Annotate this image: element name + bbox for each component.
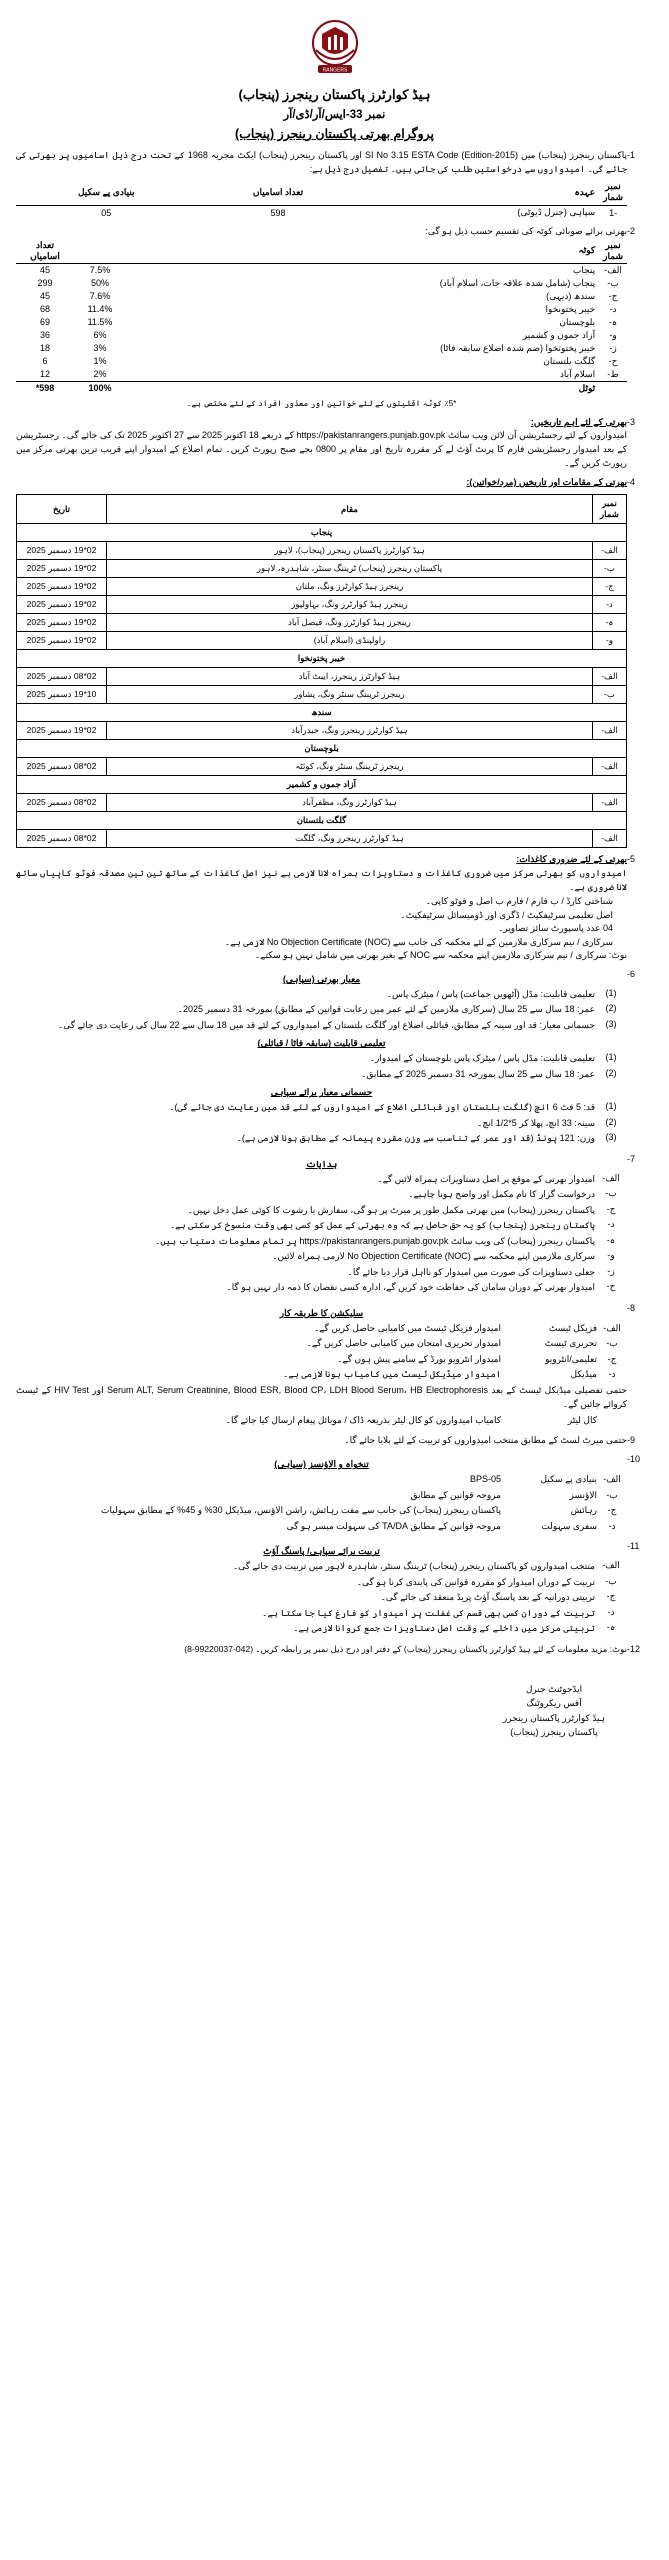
criteria-item (16, 1101, 627, 1115)
center-place: رینجرز ہیڈ کوارٹرز ونگ، فیصل آباد (107, 614, 593, 632)
criteria-text: قد: 5 فٹ 6 انچ (گلگت بلتستان اور قبائلی اضلاع کے امیدواروں کے لئے قد میں رعایت دی جائے گی)۔ (169, 1102, 595, 1113)
selection-value: امیدوار فزیکل ٹیسٹ میں کامیابی حاصل کریں گے۔ (313, 1322, 501, 1333)
center-sr: الف- (593, 830, 627, 848)
instruction-item (16, 1266, 627, 1280)
quota-name: سندھ (دیہی) (546, 290, 596, 301)
training-text: تربیتی دورانیہ کے بعد پاسنگ آؤٹ پریڈ منعقد کی جائے گی۔ (380, 1592, 595, 1603)
clause-10 (16, 1453, 653, 1535)
quota-pct: 11.4% (87, 304, 113, 315)
instruction-text: درخواست گزار کا نام مکمل اور واضح ہونا چاہیے۔ (408, 1189, 595, 1200)
table-row (16, 263, 627, 277)
criteria-text: عمر: 18 سال سے 25 سال بمورخہ 31 دسمبر 2025 کے مطابق۔ (361, 1068, 595, 1079)
instruction-text: پاکستان رینجرز (پنجاب) میں بھرتی مکمل طور پر میرٹ پر ہو گی، سفارش یا رشوت کا کوئی عمل دخل نہیں۔ (187, 1204, 595, 1215)
training-text: تربیت کے دوران کسی بھی قسم کی غفلت پر امیدوار کو فارغ کیا جا سکتا ہے۔ (262, 1607, 595, 1618)
instruction-item (16, 1235, 627, 1249)
quota-pct: 3% (93, 343, 107, 354)
instruction-item (16, 1188, 627, 1202)
center-date: 02*08 دسمبر 2025 (17, 830, 107, 848)
quota-sr: و- (609, 329, 617, 340)
instruction-key: ح- (606, 1281, 616, 1292)
quota-pct: 2% (93, 369, 107, 380)
quota-sr: ط- (607, 368, 619, 379)
table-row (17, 830, 627, 848)
table-row (16, 205, 627, 220)
center-sr: ب- (593, 686, 627, 704)
table-row (17, 578, 627, 596)
call-letter-label: کال لیٹر (567, 1414, 597, 1425)
clause-5-number: 5- (627, 854, 636, 865)
selection-value: امیدوار میڈیکل ٹیسٹ میں کامیاب ہونا لازمی ہے۔ (283, 1369, 501, 1380)
clause-10-number: 10- (627, 1454, 641, 1465)
table-row (17, 596, 627, 614)
table-row (16, 342, 627, 355)
call-letter-row (16, 1414, 627, 1428)
program-title: پروگرام بھرتی پاکستان رینجرز (پنجاب) (234, 127, 435, 141)
centers-header-row (17, 495, 627, 524)
table-row (17, 794, 627, 812)
center-date: 02*08 دسمبر 2025 (17, 758, 107, 776)
quota-total-count: 598* (16, 381, 74, 395)
call-letter-value: کامیاب امیدواروں کو کال لیٹر بذریعہ ڈاک / موبائل پیغام ارسال کیا جائے گا۔ (225, 1414, 501, 1425)
clause-5-title: بھرتی کے لئے ضروری کاغذات: (516, 854, 627, 865)
pay-label: الاؤنسز (569, 1489, 597, 1500)
clause-2-number: 2- (627, 225, 636, 236)
pay-value: BPS-05 (469, 1474, 501, 1485)
quota-sr: الف- (604, 264, 622, 275)
clause-11-title: تربیت برائے سپاہی/ پاسنگ آؤٹ (263, 1546, 380, 1557)
center-place: رینجرز ہیڈ کوارٹرز ونگ، بہاولپور (107, 596, 593, 614)
quota-sr: ح- (608, 355, 618, 366)
center-date: 02*19 دسمبر 2025 (17, 632, 107, 650)
signature-line-1: ایڈجوٹنٹ جنرل (525, 1684, 583, 1695)
table-row (17, 686, 627, 704)
logo-container (16, 18, 653, 81)
clause-6-title: معیار بھرتی (سپاہی) (282, 973, 361, 984)
clause-4-number: 4- (627, 477, 636, 488)
pay-key: ب- (606, 1489, 618, 1500)
center-place: راولپنڈی (اسلام آباد) (107, 632, 593, 650)
clause-3-number: 3- (627, 416, 636, 427)
centers-header-date: تاریخ (17, 495, 107, 524)
pay-item (16, 1504, 627, 1518)
training-key: د- (607, 1606, 615, 1617)
criteria-item (16, 1052, 627, 1066)
quota-name: آزاد جموں و کشمیر (522, 329, 596, 340)
center-place: ہیڈ کوارٹرز رینجرز ونگ، حیدرآباد (107, 722, 593, 740)
clause-7-number: 7- (627, 1153, 636, 1164)
center-date: 10*19 دسمبر 2025 (17, 686, 107, 704)
clause-9-number: 9- (627, 1435, 636, 1446)
clause-7 (16, 1153, 653, 1297)
vacancy-header-bps: بنیادی پے سکیل (16, 180, 197, 206)
center-place: رینجرز ٹریننگ سنٹر ونگ، کوئٹہ (107, 758, 593, 776)
clause-1-number: 1- (627, 150, 636, 160)
quota-pct: 1% (93, 356, 107, 367)
instruction-key: ہ- (606, 1234, 616, 1245)
quota-count: 299 (37, 278, 53, 289)
quota-total-label: ٹوٹل (126, 381, 599, 395)
instruction-text: سرکاری ملازمین اپنے محکمہ سے No Objection Certificate (NOC) لازمی ہمراہ لائیں۔ (272, 1251, 595, 1262)
center-date: 02*19 دسمبر 2025 (17, 722, 107, 740)
clause-12-number: 12- (627, 1643, 641, 1654)
selection-label: میڈیکل (570, 1369, 597, 1380)
selection-label: تحریری ٹیسٹ (544, 1338, 597, 1349)
quota-name: اسلام آباد (559, 368, 596, 379)
clause-8-title: سلیکشن کا طریقہ کار (279, 1307, 364, 1318)
selection-label: فزیکل ٹیسٹ (548, 1322, 597, 1333)
page-title: ہیڈ کوارٹرز پاکستان رینجرز (پنجاب) (238, 87, 431, 102)
instruction-key: د- (607, 1219, 615, 1230)
pay-key: ج- (607, 1505, 617, 1516)
selection-value: امیدوار تحریری امتحان میں کامیابی حاصل کریں گے۔ (306, 1338, 501, 1349)
table-row (16, 303, 627, 316)
province-balochistan: بلوچستان (17, 740, 627, 758)
pay-item (16, 1489, 627, 1503)
training-key: ہ- (606, 1622, 616, 1633)
quota-name: بلوچستان (559, 316, 596, 327)
clause-11 (16, 1540, 653, 1638)
table-row (17, 614, 627, 632)
quota-footnote: *٪5 کوٹہ اقلیتوں کے لئے خواتین اور معذور افراد کے لئے مختص ہے۔ (186, 398, 457, 408)
province-punjab: پنجاب (17, 524, 627, 542)
clause-11-number: 11- (627, 1541, 640, 1552)
criteria-text: تعلیمی قابلیت: مڈل (آٹھویں جماعت) پاس / میٹرک پاس۔ (386, 988, 595, 999)
documents-item: 04 عدد پاسپورٹ سائز تصاویر۔ (498, 923, 613, 934)
clause-4 (16, 476, 653, 848)
clause-7-title: ہدایات (305, 1158, 338, 1169)
center-place: ہیڈ کوارٹرز رینجرز، ایبٹ آباد (107, 668, 593, 686)
instruction-item (16, 1219, 627, 1233)
criteria-key: (3) (605, 1018, 617, 1029)
table-row (17, 668, 627, 686)
instruction-item (16, 1281, 627, 1295)
vacancy-row-bps: 05 (101, 207, 112, 218)
centers-province-row (17, 812, 627, 830)
quota-count: 68 (39, 304, 50, 315)
quota-name: پنجاب (572, 264, 596, 275)
clause-12 (16, 1643, 653, 1656)
center-date: 02*08 دسمبر 2025 (17, 794, 107, 812)
instruction-text: جعلی دستاویزات کی صورت میں امیدوار کو نااہل قرار دیا جائے گا۔ (347, 1266, 595, 1277)
quota-sr: ہ- (608, 316, 618, 327)
province-kpk: خیبر پختونخوا (17, 650, 627, 668)
quota-name: خیبر پختونخوا (ضم شدہ اضلاع سابقہ فاٹا) (440, 342, 596, 353)
criteria-key: (2) (605, 1116, 617, 1127)
training-text: تربیت کے دوران امیدوار کو مقررہ قوانین کی پابندی کرنا ہو گی۔ (356, 1576, 595, 1587)
center-sr: ب- (593, 560, 627, 578)
pay-value: مروجہ قوانین کے مطابق (410, 1489, 501, 1500)
signature-line-2: آفس ریکروٹنگ (526, 1698, 582, 1709)
criteria-key: (2) (605, 1003, 617, 1014)
table-row (16, 355, 627, 368)
instruction-key: و- (607, 1250, 615, 1261)
instruction-item (16, 1250, 627, 1264)
selection-value: امیدوار انٹرویو بورڈ کے سامنے پیش ہوں گے۔ (337, 1353, 501, 1364)
center-sr: الف- (593, 722, 627, 740)
center-place: ہیڈ کوارٹرز رینجرز ونگ، گلگت (107, 830, 593, 848)
criteria-item (16, 1117, 627, 1131)
center-date: 02*19 دسمبر 2025 (17, 578, 107, 596)
quota-count: 45 (39, 291, 50, 302)
criteria-item (16, 1019, 627, 1033)
documents-note: نوٹ: سرکاری / نیم سرکاری ملازمین اپنے محکمہ سے NOC کے بغیر بھرتی میں شامل نہیں ہو سکتے۔ (254, 950, 627, 961)
instruction-key: ز- (607, 1265, 615, 1276)
clause-10-title: تنخواہ و الاؤنسز (سپاہی) (274, 1459, 369, 1470)
svg-text:RANGERS: RANGERS (322, 67, 347, 74)
quota-header-count: تعداد اسامیاں (16, 239, 74, 264)
center-date: 02*08 دسمبر 2025 (17, 668, 107, 686)
criteria-item (16, 988, 627, 1002)
clause-8 (16, 1302, 653, 1429)
quota-total-pct: 100% (74, 381, 126, 395)
clause-12-text: نوٹ: مزید معلومات کے لئے ہیڈ کوارٹرز پاکستان رینجرز (پنجاب) کے دفتر اور درج ذیل نمبر پر رابطہ کریں۔ (042-99220037-8) (184, 1643, 627, 1654)
signature-line-3: ہیڈ کوارٹرز پاکستان رینجرز (502, 1712, 606, 1723)
criteria-item (16, 1003, 627, 1017)
clause-5-text: امیدواروں کو بھرتی مرکز میں ضروری کاغذات و دستاویزات ہمراہ لانا لازمی ہے نیز اصل کاغذات کے ساتھ تین تین مصدقہ فوٹو کاپیاں ساتھ لانا ضروری ہے۔ (16, 868, 627, 893)
training-key: ج- (606, 1591, 616, 1602)
training-text: منتخب امیدواروں کو پاکستان رینجرز (پنجاب) ٹریننگ سنٹر، شاہدرہ لاہور میں تربیت دی جائے گی۔ (232, 1561, 595, 1572)
training-key: ب- (605, 1575, 617, 1586)
clause-8-number: 8- (627, 1302, 636, 1313)
quota-pct: 50% (90, 278, 109, 289)
clause-5 (16, 853, 653, 963)
quota-pct: 6% (93, 330, 107, 341)
signature-block (479, 1682, 629, 1740)
province-sindh: سندھ (17, 704, 627, 722)
quota-sr: ب- (607, 277, 619, 288)
selection-step (16, 1337, 627, 1351)
criteria-key: (3) (605, 1132, 617, 1143)
pay-label: بنیادی پے سکیل (540, 1474, 597, 1485)
quota-table (16, 239, 627, 395)
selection-step (16, 1353, 627, 1367)
centers-province-row (17, 704, 627, 722)
quota-pct: 7.5% (89, 265, 111, 276)
signature-line-4: پاکستان رینجرز (پنجاب) (510, 1727, 598, 1738)
center-date: 02*19 دسمبر 2025 (17, 614, 107, 632)
clause-3 (16, 416, 653, 472)
center-sr: الف- (593, 794, 627, 812)
selection-label: تعلیمی/انٹرویو (545, 1353, 597, 1364)
quota-name: گلگت بلتستان (543, 355, 596, 366)
clause-3-text: امیدواروں کے لئے رجسٹریشن آن لائن ویب سائٹ https://pakistanrangers.punjab.gov.pk کے ذریعے 18 اکتوبر 2025 سے 27 اکتوبر 2025 تک کی جائے گی۔ رجسٹریشن کے بعد امیدوار رجسٹریشن فارم کا پرنٹ آؤٹ لے کر مقررہ تاریخ اور مقام پر 0800 بجے صبح رپورٹ کریں۔ تمام اضلاع کے امیدوار اپنے قریب ترین بھرتی مرکز میں رپورٹ کریں گے۔ (16, 430, 627, 469)
center-sr: ج- (593, 578, 627, 596)
selection-step (16, 1322, 627, 1336)
criteria-text: سینہ: 33 انچ، پھلا کر 5*1/2 انچ۔ (477, 1117, 595, 1128)
selection-step (16, 1368, 627, 1382)
table-row (16, 316, 627, 329)
training-item (16, 1607, 627, 1621)
training-item (16, 1560, 627, 1574)
quota-count: 45 (39, 265, 50, 276)
clause-9 (16, 1434, 653, 1448)
clause-3-title: بھرتی کے لئے اہم تاریخیں: (530, 416, 627, 427)
table-row (17, 542, 627, 560)
vacancy-table (16, 180, 627, 220)
quota-name: پنجاب (شامل شدہ علاقہ جات، اسلام آباد) (439, 277, 596, 288)
vacancy-row-count: 598 (270, 207, 286, 218)
quota-count: 36 (39, 330, 50, 341)
instruction-text: پاکستان رینجرز (پنجاب) کو یہ حق حاصل ہے کہ وہ بھرتی کے عمل کو کسی بھی وقت منسوخ کر سکتی ہے۔ (169, 1220, 595, 1231)
selection-key: د- (608, 1369, 616, 1380)
instruction-key: ج- (606, 1203, 616, 1214)
table-row (16, 329, 627, 342)
clause-2 (16, 225, 653, 411)
centers-table (16, 494, 627, 848)
quota-total-row (16, 381, 627, 395)
clause-1-text: پاکستان رینجرز (پنجاب) میں SI No 3.15 ESTA Code (Edition-2015) اور پاکستان رینجرز (پنجاب) ایکٹ مجریہ 1968 کے تحت درج ذیل اسامیوں پر بھرتی کی جائے گی۔ امیدواروں سے درخواستیں طلب کی جاتی ہیں۔ تفصیل درج ذیل ہے: (16, 150, 627, 174)
quota-count: 12 (39, 369, 50, 380)
clause-2-text: بھرتی برائے صوبائی کوٹہ کی تقسیم حسب ذیل ہو گی: (425, 225, 627, 236)
criteria-text: تعلیمی قابلیت: مڈل پاس / میٹرک پاس بلوچستان کے امیدوار۔ (369, 1053, 595, 1064)
criteria-key: (1) (605, 1052, 617, 1063)
table-row (16, 290, 627, 303)
table-row (17, 758, 627, 776)
clause-6 (16, 968, 653, 1148)
training-key: الف- (602, 1560, 620, 1571)
quota-count: 69 (39, 317, 50, 328)
quota-sr: ج- (608, 290, 618, 301)
quota-header-row (16, 239, 627, 264)
centers-province-row (17, 776, 627, 794)
table-row (17, 722, 627, 740)
criteria-group-2-title: تعلیمی قابلیت (سابقہ فاٹا / قبائلی) (257, 1038, 386, 1049)
center-date: 02*19 دسمبر 2025 (17, 560, 107, 578)
criteria-item (16, 1132, 627, 1146)
center-place: رینجرز ہیڈ کوارٹرز ونگ، ملتان (107, 578, 593, 596)
center-date: 02*19 دسمبر 2025 (17, 596, 107, 614)
instruction-key: ب- (605, 1188, 617, 1199)
center-date: 02*19 دسمبر 2025 (17, 542, 107, 560)
pay-label: سفری سہولت (541, 1520, 597, 1531)
documents-item: اصل تعلیمی سرٹیفکیٹ / ڈگری اور ڈومیسائل سرٹیفکیٹ۔ (400, 909, 613, 920)
table-row (16, 368, 627, 382)
centers-header-sr: نمبر شمار (593, 495, 627, 524)
quota-sr: ز- (609, 342, 617, 353)
province-ajk: آزاد جموں و کشمیر (17, 776, 627, 794)
center-sr: الف- (593, 542, 627, 560)
documents-item: سرکاری / نیم سرکاری ملازمین کے لئے محکمہ کی جانب سے No Objection Certificate (NOC) لازمی ہے۔ (224, 936, 613, 947)
instruction-item (16, 1173, 627, 1187)
documents-item: شناختی کارڈ / ب فارم / فارم ب اصل و فوٹو کاپی۔ (425, 896, 613, 907)
quota-sr: د- (609, 303, 617, 314)
criteria-text: وزن: 121 پونڈ (قد اور عمر کے تناسب سے وزن مقررہ پیمانہ کے مطابق ہونا لازمی ہے)۔ (236, 1133, 595, 1144)
clause-4-title: بھرتی کے مقامات اور تاریخیں (مرد/خواتین): (466, 477, 627, 488)
centers-header-place: مقام (107, 495, 593, 524)
table-row (17, 560, 627, 578)
criteria-text: جسمانی معیار: قد اور سینہ کے مطابق، قبائلی اضلاع اور گلگت بلتستان کے امیدواروں کے لئے قد میں 18 سال سے 22 سال کی رعایت دی جائے گی۔ (57, 1019, 595, 1030)
quota-header-sr: نمبر شمار (599, 239, 627, 264)
reference-number: نمبر 33-ایس/آر/ڈی/آر (283, 109, 386, 121)
pay-key: د- (608, 1520, 616, 1531)
selection-key: الف- (603, 1322, 621, 1333)
province-gb: گلگت بلتستان (17, 812, 627, 830)
center-sr: و- (593, 632, 627, 650)
clause-9-text: حتمی میرٹ لسٹ کے مطابق منتخب امیدواروں کو تربیت کے لئے بلایا جائے گا۔ (344, 1435, 627, 1446)
criteria-item (16, 1068, 627, 1082)
center-sr: الف- (593, 758, 627, 776)
quota-pct: 7.6% (89, 291, 111, 302)
vacancy-header-sr: نمبر شمار (599, 180, 627, 206)
center-sr: د- (593, 596, 627, 614)
training-text: تربیتی مرکز میں داخلے کے وقت اصل دستاویزات جمع کروانا لازمی ہے۔ (293, 1623, 595, 1634)
instruction-text: پاکستان رینجرز (پنجاب) کی ویب سائٹ https://pakistanrangers.punjab.gov.pk پر تمام معلومات دستیاب ہیں۔ (155, 1235, 595, 1246)
pay-value: مروجہ قوانین کے مطابق TA/DA کی سہولت میسر ہو گی (286, 1520, 501, 1531)
center-place: ہیڈ کوارٹرز پاکستان رینجرز (پنجاب)، لاہور (107, 542, 593, 560)
pay-value: پاکستان رینجرز (پنجاب) کی جانب سے مفت رہائش، راشن الاؤنس، میڈیکل 30% و 45% کے مطابق سہولیات (101, 1505, 501, 1516)
centers-province-row (17, 650, 627, 668)
criteria-key: (1) (605, 987, 617, 998)
center-place: پاکستان رینجرز (پنجاب) ٹریننگ سنٹر، شاہدرہ، لاہور (107, 560, 593, 578)
vacancy-header-count: تعداد اسامیاں (197, 180, 360, 206)
pay-key: الف- (603, 1474, 621, 1485)
table-row (17, 632, 627, 650)
criteria-key: (2) (605, 1067, 617, 1078)
vacancy-row-post: سپاہی (جنرل ڈیوٹی) (517, 207, 596, 218)
table-row (16, 277, 627, 290)
rangers-crest-icon (308, 18, 362, 76)
training-item (16, 1591, 627, 1605)
vacancy-header-post: عہدہ (359, 180, 599, 206)
criteria-text: عمر: 18 سال سے 25 سال (سرکاری ملازمین کے لئے عمر میں رعایت قوانین کے مطابق) بمورخہ 31 دسمبر 2025۔ (177, 1004, 595, 1015)
quota-count: 6 (42, 356, 48, 367)
pay-item (16, 1473, 627, 1487)
quota-count: 18 (39, 343, 50, 354)
instruction-text: امیدوار بھرتی کے دوران سامان کی حفاظت خود کریں گے، ادارہ کسی نقصان کا ذمہ دار نہیں ہو گا۔ (226, 1282, 595, 1293)
center-place: ہیڈ کوارٹرز ونگ، مظفرآباد (107, 794, 593, 812)
center-sr: الف- (593, 668, 627, 686)
selection-key: ج- (607, 1353, 617, 1364)
selection-key: ب- (606, 1338, 618, 1349)
quota-name: خیبر پختونخوا (545, 303, 596, 314)
instruction-item (16, 1204, 627, 1218)
criteria-key: (1) (605, 1101, 617, 1112)
quota-pct: 11.5% (87, 317, 113, 328)
center-sr: ہ- (593, 614, 627, 632)
medical-tests-text: حتمی تفصیلی میڈیکل ٹیسٹ کے بعد Serum ALT, Serum Creatinine, Blood ESR, Blood CP، LDH Blood Serum، HB Electrophoresis اور HIV Test کے ٹیسٹ کروائے جائیں گے۔ (16, 1384, 627, 1409)
training-item (16, 1622, 627, 1636)
pay-item (16, 1520, 627, 1534)
quota-header-name: کوٹہ (126, 239, 599, 264)
clause-6-number: 6- (627, 968, 636, 979)
training-item (16, 1576, 627, 1590)
instruction-text: امیدوار بھرتی کے موقع پر اصل دستاویزات ہمراہ لائیں گے۔ (377, 1173, 595, 1184)
center-place: رینجرز ٹریننگ سنٹر ونگ، پشاور (107, 686, 593, 704)
clause-1 (16, 149, 653, 220)
centers-province-row (17, 524, 627, 542)
vacancy-row-sr: -1 (609, 207, 618, 218)
centers-province-row (17, 740, 627, 758)
criteria-group-3-title: جسمانی معیار برائے سپاہی (270, 1087, 373, 1098)
pay-label: رہائش (570, 1505, 597, 1516)
instruction-key: الف- (602, 1172, 620, 1183)
